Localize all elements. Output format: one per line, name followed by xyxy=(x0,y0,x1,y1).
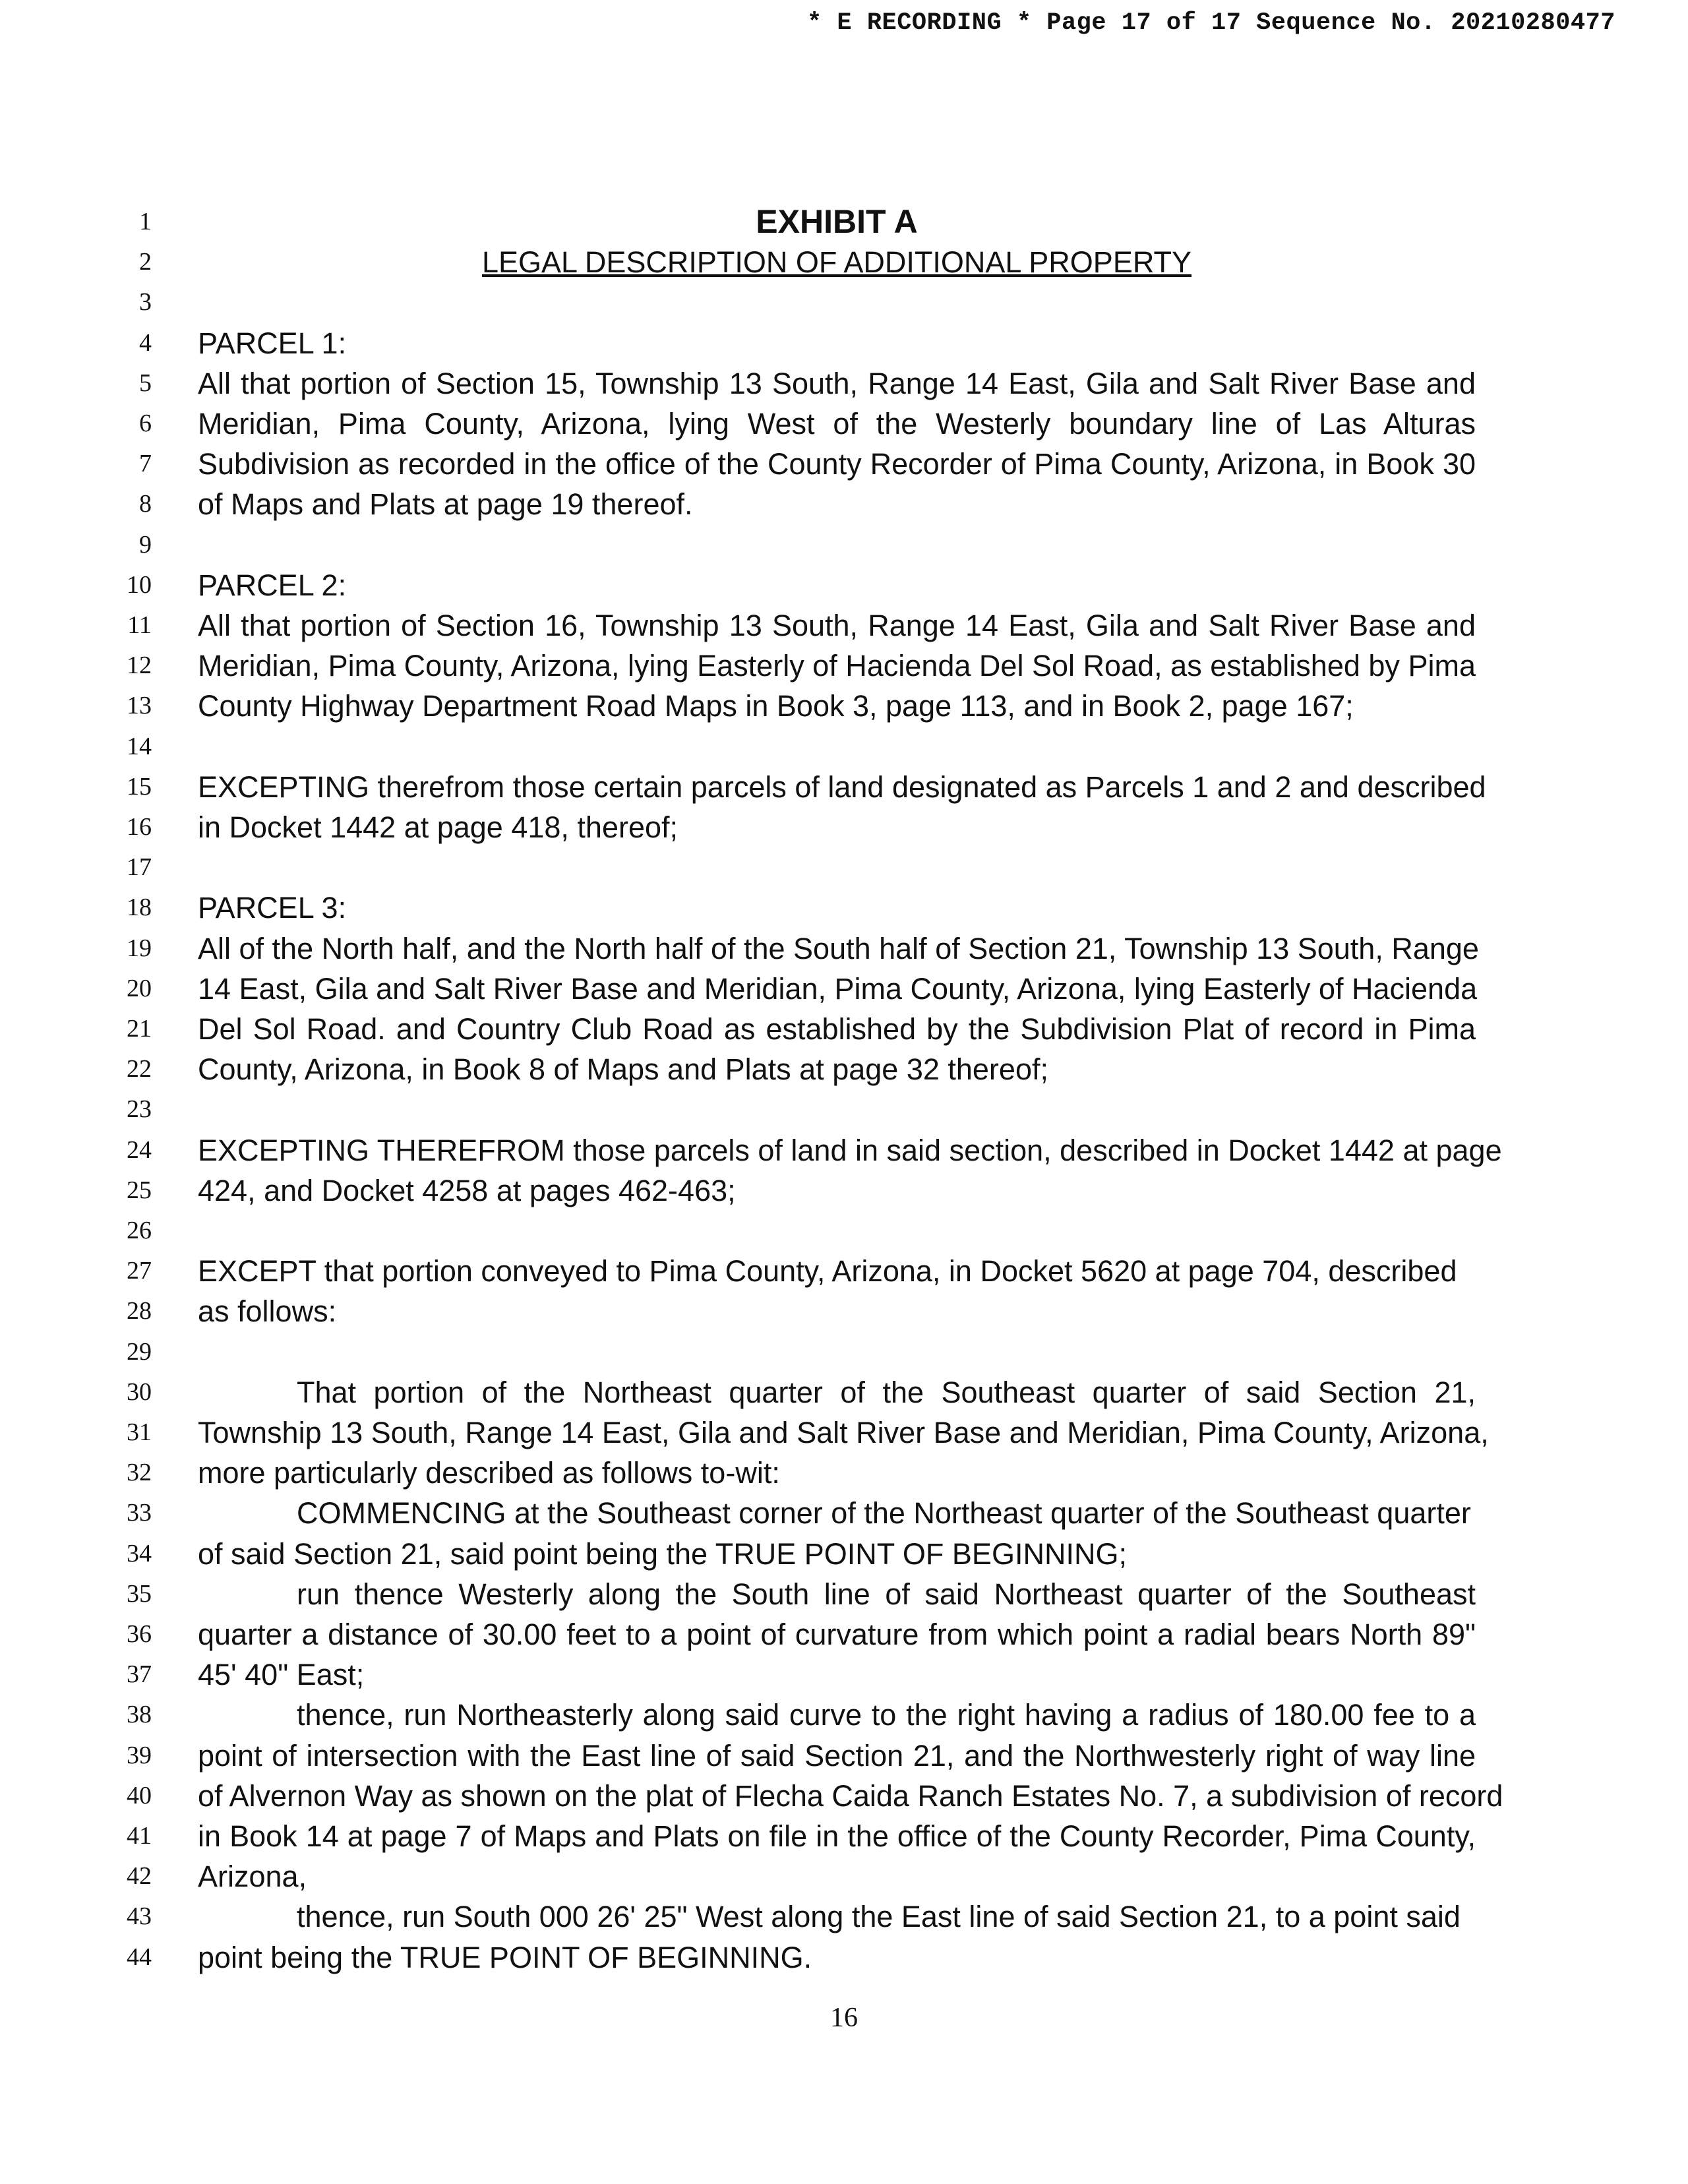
line-text: EXCEPTING therefrom those certain parcels of land designated as Parcels 1 and 2 and described xyxy=(198,770,1486,804)
line-text: EXCEPT that portion conveyed to Pima County, Arizona, in Docket 5620 at page 704, described xyxy=(198,1254,1457,1289)
document-line xyxy=(0,888,1688,928)
line-number: 40 xyxy=(127,1781,152,1809)
document-line xyxy=(0,1816,1688,1856)
line-text: County, Arizona, in Book 8 of Maps and Plats at page 32 thereof; xyxy=(198,1052,1048,1087)
line-number: 17 xyxy=(127,853,152,882)
line-text: of Alvernon Way as shown on the plat of Flecha Caida Ranch Estates No. 7, a subdivision of record xyxy=(198,1778,1503,1813)
document-line xyxy=(0,1291,1688,1331)
document-line xyxy=(0,686,1688,726)
line-number: 26 xyxy=(127,1217,152,1244)
line-number: 14 xyxy=(127,732,152,760)
line-text: in Docket 1442 at page 418, thereof; xyxy=(198,810,678,844)
document-line xyxy=(0,969,1688,1009)
line-number: 34 xyxy=(127,1539,152,1567)
document-line xyxy=(0,1736,1688,1776)
document-line xyxy=(0,202,1688,242)
line-text: point of intersection with the East line of said Section 21, and the Northwesterly right of way line xyxy=(198,1738,1476,1773)
line-number: 10 xyxy=(127,570,152,599)
document-line xyxy=(0,1332,1688,1372)
line-text: Subdivision as recorded in the office of the County Recorder of Pima County, Arizona, in Book 30 xyxy=(198,447,1476,481)
document-line xyxy=(0,1211,1688,1251)
document-line xyxy=(0,1251,1688,1291)
document-line xyxy=(0,1412,1688,1453)
document-line xyxy=(0,1654,1688,1695)
line-number: 25 xyxy=(127,1176,152,1204)
line-number: 31 xyxy=(127,1418,152,1446)
line-number: 30 xyxy=(127,1378,152,1406)
line-text: Del Sol Road. and Country Club Road as established by the Subdivision Plat of record in Pima xyxy=(198,1012,1476,1046)
line-number: 22 xyxy=(127,1055,152,1083)
document-line xyxy=(0,1170,1688,1211)
line-text: County Highway Department Road Maps in Book 3, page 113, and in Book 2, page 167; xyxy=(198,689,1354,723)
line-number: 13 xyxy=(127,692,152,720)
line-number: 32 xyxy=(127,1459,152,1487)
line-number: 38 xyxy=(127,1701,152,1729)
line-number: 29 xyxy=(127,1337,152,1366)
line-text: All that portion of Section 15, Township 13 South, Range 14 East, Gila and Salt River Base and xyxy=(198,366,1476,400)
document-line xyxy=(0,1896,1688,1937)
line-text: All that portion of Section 16, Township 13 South, Range 14 East, Gila and Salt River Base and xyxy=(198,609,1476,642)
recording-stamp: * E RECORDING * Page 17 of 17 Sequence No. 20210280477 xyxy=(807,9,1615,37)
line-number: 39 xyxy=(127,1741,152,1769)
line-number: 15 xyxy=(127,772,152,801)
line-number: 44 xyxy=(127,1943,152,1971)
document-line xyxy=(0,1049,1688,1089)
line-number: 36 xyxy=(127,1620,152,1648)
line-number: 7 xyxy=(139,450,152,478)
line-number: 21 xyxy=(127,1015,152,1043)
exhibit-subtitle: LEGAL DESCRIPTION OF ADDITIONAL PROPERTY xyxy=(481,245,1192,280)
line-number: 8 xyxy=(139,490,152,518)
document-line xyxy=(0,1574,1688,1614)
document-line xyxy=(0,727,1688,767)
document-line xyxy=(0,1493,1688,1533)
line-text: thence, run South 000 26' 25" West along the East line of said Section 21, to a point said xyxy=(297,1900,1461,1934)
document-line xyxy=(0,1937,1688,1978)
line-number: 2 xyxy=(139,248,152,276)
line-number: 37 xyxy=(127,1660,152,1689)
line-number: 1 xyxy=(139,208,152,235)
document-line xyxy=(0,1372,1688,1412)
document-line xyxy=(0,565,1688,605)
document-line xyxy=(0,242,1688,282)
document-line xyxy=(0,1009,1688,1049)
line-number: 42 xyxy=(127,1862,152,1891)
document-line xyxy=(0,646,1688,686)
document-line xyxy=(0,404,1688,444)
line-text: PARCEL 1: xyxy=(198,326,347,360)
document-line xyxy=(0,1695,1688,1735)
document-line xyxy=(0,484,1688,524)
line-number: 19 xyxy=(127,934,152,962)
document-line xyxy=(0,1776,1688,1816)
document-line xyxy=(0,847,1688,888)
line-text: thence, run Northeasterly along said curve to the right having a radius of 180.00 fee to a xyxy=(297,1698,1476,1732)
document-line xyxy=(0,1130,1688,1170)
line-number: 41 xyxy=(127,1822,152,1850)
line-number: 24 xyxy=(127,1136,152,1164)
document-line xyxy=(0,767,1688,807)
document-line xyxy=(0,605,1688,646)
line-text: Meridian, Pima County, Arizona, lying Easterly of Hacienda Del Sol Road, as established by Pima xyxy=(198,649,1476,683)
line-number: 4 xyxy=(139,328,152,357)
line-text: PARCEL 2: xyxy=(198,568,347,602)
line-number: 33 xyxy=(127,1499,152,1527)
document-line xyxy=(0,525,1688,565)
page-number: 16 xyxy=(830,2003,858,2033)
document-line xyxy=(0,1453,1688,1493)
document-line xyxy=(0,928,1688,969)
line-text: run thence Westerly along the South line of said Northeast quarter of the Southeast xyxy=(297,1577,1476,1611)
line-number: 27 xyxy=(127,1257,152,1285)
line-text: PARCEL 3: xyxy=(198,891,347,925)
document-line xyxy=(0,323,1688,363)
line-text: Township 13 South, Range 14 East, Gila and Salt River Base and Meridian, Pima County, Arizona, xyxy=(198,1416,1489,1449)
line-text: in Book 14 at page 7 of Maps and Plats on file in the office of the County Recorder, Pima County, xyxy=(198,1819,1476,1853)
line-text: Arizona, xyxy=(198,1860,307,1894)
exhibit-title: EXHIBIT A xyxy=(756,203,918,240)
document-line xyxy=(0,1614,1688,1654)
line-number: 35 xyxy=(127,1579,152,1608)
document-line xyxy=(0,1089,1688,1130)
line-text: Meridian, Pima County, Arizona, lying West of the Westerly boundary line of Las Alturas xyxy=(198,407,1476,440)
line-text: COMMENCING at the Southeast corner of the Northeast quarter of the Southeast quarter xyxy=(297,1496,1471,1531)
line-text: point being the TRUE POINT OF BEGINNING. xyxy=(198,1940,812,1974)
document-line xyxy=(0,1856,1688,1896)
document-line xyxy=(0,1534,1688,1574)
line-number: 3 xyxy=(139,288,152,317)
line-number: 5 xyxy=(139,369,152,397)
line-number: 12 xyxy=(127,652,152,680)
line-text: All of the North half, and the North half of the South half of Section 21, Township 13 South, Range xyxy=(198,931,1479,965)
line-number: 18 xyxy=(127,894,152,922)
line-text: 424, and Docket 4258 at pages 462-463; xyxy=(198,1173,736,1207)
line-number: 16 xyxy=(127,813,152,841)
line-text: That portion of the Northeast quarter of the Southeast quarter of said Section 21, xyxy=(297,1375,1476,1409)
line-text: 14 East, Gila and Salt River Base and Meridian, Pima County, Arizona, lying Easterly of Hacienda xyxy=(198,971,1478,1006)
line-text: EXCEPTING THEREFROM those parcels of land in said section, described in Docket 1442 at page xyxy=(198,1133,1502,1167)
line-number: 20 xyxy=(127,974,152,1002)
document-line xyxy=(0,363,1688,404)
line-number: 43 xyxy=(127,1902,152,1931)
document-line xyxy=(0,807,1688,847)
line-number: 28 xyxy=(127,1297,152,1325)
line-text: as follows: xyxy=(198,1294,337,1329)
line-text: of said Section 21, said point being the TRUE POINT OF BEGINNING; xyxy=(198,1536,1127,1571)
line-number: 11 xyxy=(127,611,152,639)
line-text: 45' 40" East; xyxy=(198,1658,365,1692)
line-number: 9 xyxy=(139,530,152,559)
line-text: more particularly described as follows to-wit: xyxy=(198,1456,780,1490)
line-text: of Maps and Plats at page 19 thereof. xyxy=(198,487,693,522)
line-number: 23 xyxy=(127,1095,152,1124)
line-text: quarter a distance of 30.00 feet to a point of curvature from which point a radial bears North 89" xyxy=(198,1618,1476,1651)
document-line xyxy=(0,282,1688,322)
line-number: 6 xyxy=(139,410,152,437)
document-line xyxy=(0,444,1688,484)
